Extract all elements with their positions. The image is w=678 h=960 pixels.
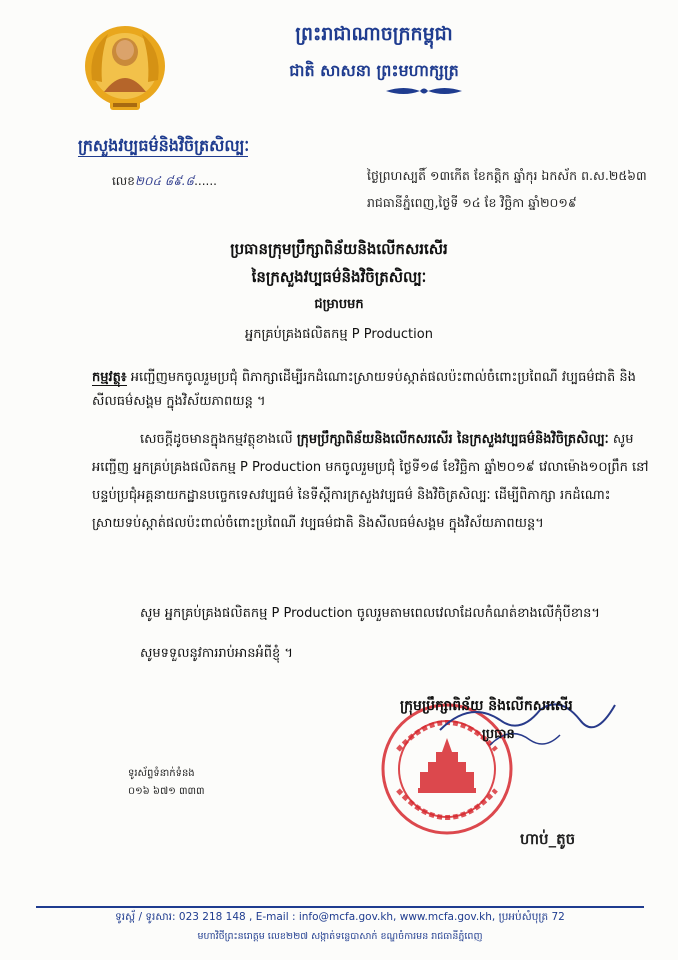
subject-label: កម្មវត្ថុ៖ — [92, 370, 127, 385]
footer-contact-line: ទូរស្ព័ / ទូរសារ: 023 218 148 , E-mail : info@mcfa.gov.kh, www.mcfa.gov.kh, ប្រអប់សំបុត្រ 72 — [115, 911, 565, 923]
recipient-addressee: អ្នកគ្រប់គ្រងផលិតកម្ម P Production — [245, 327, 433, 342]
body-paragraph-3 — [92, 640, 652, 668]
kingdom-title: ព្រះរាជាណាចក្រកម្ពុជា — [295, 23, 453, 45]
contact-label: ទូរស័ព្ទទំនាក់ទំនង — [128, 768, 195, 779]
footer-address-line: មហាវិថីព្រះនរោត្តម លេខ២២៧ សង្កាត់ទន្លេបាសាក់ ខណ្ឌចំការមន រាជធានីភ្នំពេញ — [197, 931, 483, 942]
p1-council-name: ក្រុមប្រឹក្សាពិន័យនិងលើកសរសើរ នៃក្រសួងវប្បធម៌និងវិចិត្រសិល្បៈ — [296, 432, 609, 447]
tacteng-ornament-icon — [384, 84, 464, 98]
signatory-role: ប្រធាន — [482, 727, 515, 742]
lunar-date: ថ្ងៃព្រហស្បតិ៍ ១៣កើត ខែកត្តិក ឆ្នាំកុរ ឯកស័ក ព.ស.២៥៦៣ — [367, 168, 647, 183]
reference-dots: ...... — [194, 174, 217, 188]
reference-label: លេខ — [112, 174, 135, 188]
subject-text: អញ្ជើញមកចូលរួមប្រជុំ ពិភាក្សាដើម្បីរកដំណោះស្រាយទប់ស្កាត់ផលប៉ះពាល់ចំពោះប្រពៃណី វប្បធម៌ជាតិ និងសីលធម៌សង្គម ក្នុងវិស័យភាពយន្ត ។ — [92, 370, 636, 409]
recipient-council: ប្រធានក្រុមប្រឹក្សាពិន័យនិងលើកសរសើរ — [230, 240, 448, 258]
recipient-greeting: ជម្រាបមក — [314, 297, 364, 312]
p3-text: សូមទទួលនូវការរាប់អានអំពីខ្ញុំ ។ — [140, 646, 293, 661]
signatory-name: ហាប់_តូច — [520, 830, 576, 848]
signatory-council: ក្រុមប្រឹក្សាពិន័យ និងលើកសរសើរ — [400, 698, 573, 714]
subject-block — [92, 366, 652, 414]
ministry-emblem-logo — [80, 20, 170, 120]
contact-phone: ០១៦ ៦៧១ ៣៣៣ — [128, 786, 205, 797]
footer-divider — [36, 906, 644, 908]
body-paragraph-1 — [92, 426, 652, 538]
national-motto: ជាតិ សាសនា ព្រះមហាក្សត្រ — [289, 61, 459, 80]
reference-value: ២០៤ ៨៩.៨ — [134, 174, 195, 188]
p1-lead: សេចក្តីដូចមានក្នុងកម្មវត្ថុខាងលើ — [140, 432, 293, 447]
ministry-name: ក្រសួងវប្បធម៌និងវិចិត្រសិល្បៈ — [78, 136, 250, 155]
p2-text: សូម អ្នកគ្រប់គ្រងផលិតកម្ម P Production ចូលរួមតាមពេលវេលាដែលកំណត់ខាងលើកុំបីខាន។ — [140, 606, 600, 621]
ministry-underline — [78, 156, 248, 157]
solar-date: រាជធានីភ្នំពេញ,ថ្ងៃទី ១៤ ខែ វិច្ឆិកា ឆ្នាំ២០១៩ — [367, 195, 577, 210]
reference-number — [112, 173, 217, 191]
recipient-ministry: នៃក្រសួងវប្បធម៌និងវិចិត្រសិល្បៈ — [251, 268, 427, 286]
p1-rest: សូមអញ្ជើញ អ្នកគ្រប់គ្រងផលិតកម្ម P Production មកចូលរួមប្រជុំ ថ្ងៃទី១៨ ខែវិច្ឆិកា ឆ្នាំ២០១៩ វេលាម៉ោង១០ព្រឹក នៅបន្ទប់ប្រជុំអគ្គនាយកដ្ឋានបច្ចេកទេសវប្បធម៌ នៃទីស្តីការក្រសួងវប្បធម៌ និងវិចិត្រសិល្បៈ ដើម្បីពិភាក្សា រកដំណោះស្រាយទប់ស្កាត់ផលប៉ះពាល់ចំពោះប្រពៃណី វប្បធម៌ជាតិ និងសីលធម៌សង្គម ក្នុងវិស័យភាពយន្ត។ — [92, 432, 649, 531]
body-paragraph-2 — [92, 600, 652, 628]
